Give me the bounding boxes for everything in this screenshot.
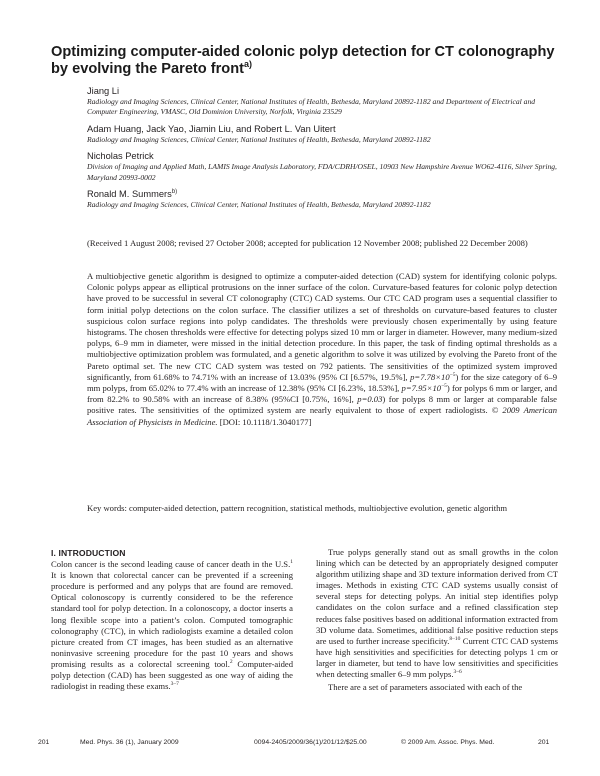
- title-footnote-marker: a): [244, 59, 253, 70]
- author-affiliation: Radiology and Imaging Sciences, Clinical Center, National Institutes of Health, Bethesda, Maryland 20892-1182 and Department of Electrical and Computer Engineering, VMASC, Old Dominion University, Norfolk, Virginia 23529: [87, 97, 536, 117]
- author-name: Jiang Li: [87, 86, 120, 96]
- abstract: A multiobjective genetic algorithm is designed to optimize a computer-aided detection (CAD) system for identifying colonic polyps. Colonic polyps appear as elliptical protrusions on the inner surface of the colon. Curvature-based features for colonic polyp detection have proved to be successful in several CT colonography (CTC) CAD systems. Our CTC CAD program uses a sequential classifier to form initial polyp detections on the colon surface. The classifier utilizes a set of thresholds on curvature-based features to cluster suspicious colon surface regions into polyp candidates. The thresholds were previously chosen experimentally by using feature histograms. The chosen thresholds were effective for detecting polyps sized 10 mm or larger in diameter. However, many medium-sized polyps, 6–9 mm in diameter, were missed in the initial detection procedure. In this paper, the task of finding optimal thresholds as a multiobjective optimization problem was formulated, and a genetic algorithm to solve it was utilized by evolving the Pareto front of the Pareto optimal set. The new CTC CAD system was tested on 792 patients. The sensitivities of the optimized system improved significantly, from 61.68% to 74.71% with an increase of 13.03% (95% CI [6.57%, 19.5%], $p=7.78\times 10^{-5}$) for the size category of 6–9 mm polyps, from 65.02% to 77.4% with an increase of 12.38% (95% CI [6.23%, 18.53%], $p=7.95\times 10^{-5}$) for polyps 6 mm or larger, and from 82.2% to 90.58% with an increase of 8.38% (95%CI [0.75%, 16%], p=0.03) for polyps 8 mm or larger at comparable false positive rates. The sensitivities of the optimized system are nearly equivalent to those of expert radiologists. © 2009 American Association of Physicists in Medicine. [DOI: 10.1118/1.3040177]: [87, 271, 558, 427]
- author-name: Adam Huang, Jack Yao, Jiamin Liu, and Robert L. Van Uitert: [87, 123, 336, 134]
- paragraph: True polyps generally stand out as small growths in the colon lining which can be detected by an appropriately designed computer algorithm utilizing shape and 3D texture information derived from CT images. Methods in existing CTC CAD systems usually consist of several steps for detecting polyps. An initial step identifies polyp candidates on the colon surface and a refined classification step reduces false positives based on additional information extracted from 3D volume data. Sometimes, additional false positive reduction steps are used to further increase specificity.$^{8-10}$ Current CTC CAD systems have high sensitivities and specificities for detecting polyps 1 cm or larger in diameter, but tend to have low sensitivities and specificities when detecting smaller 6–9 mm polyps.$^{3-6}$: [316, 547, 559, 680]
- keywords: Key words: computer-aided detection, pattern recognition, statistical methods, multiobjective evolution, genetic algorithm: [87, 503, 508, 513]
- author-name: Nicholas Petrick: [87, 151, 154, 162]
- footer-copyright: © 2009 Am. Assoc. Phys. Med.: [401, 739, 495, 746]
- received-dates: (Received 1 August 2008; revised 27 October 2008; accepted for publication 12 November 2008; published 22 December 2008): [87, 238, 528, 248]
- page-number-left: 201: [38, 739, 50, 746]
- author-name: Ronald M. Summers$^{b)}$: [87, 188, 178, 200]
- section-heading: I. INTRODUCTION: [51, 548, 126, 558]
- page-number-right: 201: [538, 739, 550, 746]
- author-affiliation: Division of Imaging and Applied Math, LAMIS Image Analysis Laboratory, FDA/CDRH/OSEL, 10903 New Hampshire Avenue WO62-4116, Silver Spring, Maryland 20993-0002: [87, 162, 557, 182]
- article-title: [51, 44, 556, 78]
- page-footer: [38, 739, 566, 751]
- copyright-notice: © 2009 American Association of Physicists in Medicine.: [87, 405, 557, 427]
- left-column: [51, 548, 293, 692]
- author-affiliation: Radiology and Imaging Sciences, Clinical Center, National Institutes of Health, Bethesda, Maryland 20892-1182: [87, 134, 431, 144]
- author-footnote-marker: b): [171, 188, 178, 195]
- right-column: [316, 547, 558, 693]
- paragraph: There are a set of parameters associated with each of the: [328, 682, 523, 693]
- author-affiliation: Radiology and Imaging Sciences, Clinical Center, National Institutes of Health, Bethesda, Maryland 20892-1182: [87, 200, 431, 210]
- article-code: 0094-2405/2009/36(1)/201/12/$25.00: [254, 739, 367, 746]
- title-text: Optimizing computer-aided colonic polyp detection for CT colonography by evolving the Pareto front: [51, 44, 555, 77]
- author-block: [87, 85, 557, 215]
- paragraph: Colon cancer is the second leading cause of cancer death in the U.S.$^1$ It is known that colorectal cancer can be prevented if a screening procedure is performed and any polyps that are found are removed. Optical colonoscopy is currently considered to be the reference standard tool for polyp detection. In a colonoscopy, a doctor inserts a long flexible scope into a patient’s colon. Computed tomographic colonography (CTC), in which radiologists examine a detailed colon picture created from CT images, has been studied as an alternative noninvasive screening procedure for the past 10 years and shows promising results as a colorectal screening tool.$^2$ Computer-aided polyp detection (CAD) has been suggested as one way of aiding the radiologist in reading these exams.$^{3-7}$: [51, 559, 293, 692]
- journal-citation: Med. Phys. 36 (1), January 2009: [80, 739, 179, 746]
- doi-link[interactable]: [DOI: 10.1118/1.3040177]: [219, 416, 312, 427]
